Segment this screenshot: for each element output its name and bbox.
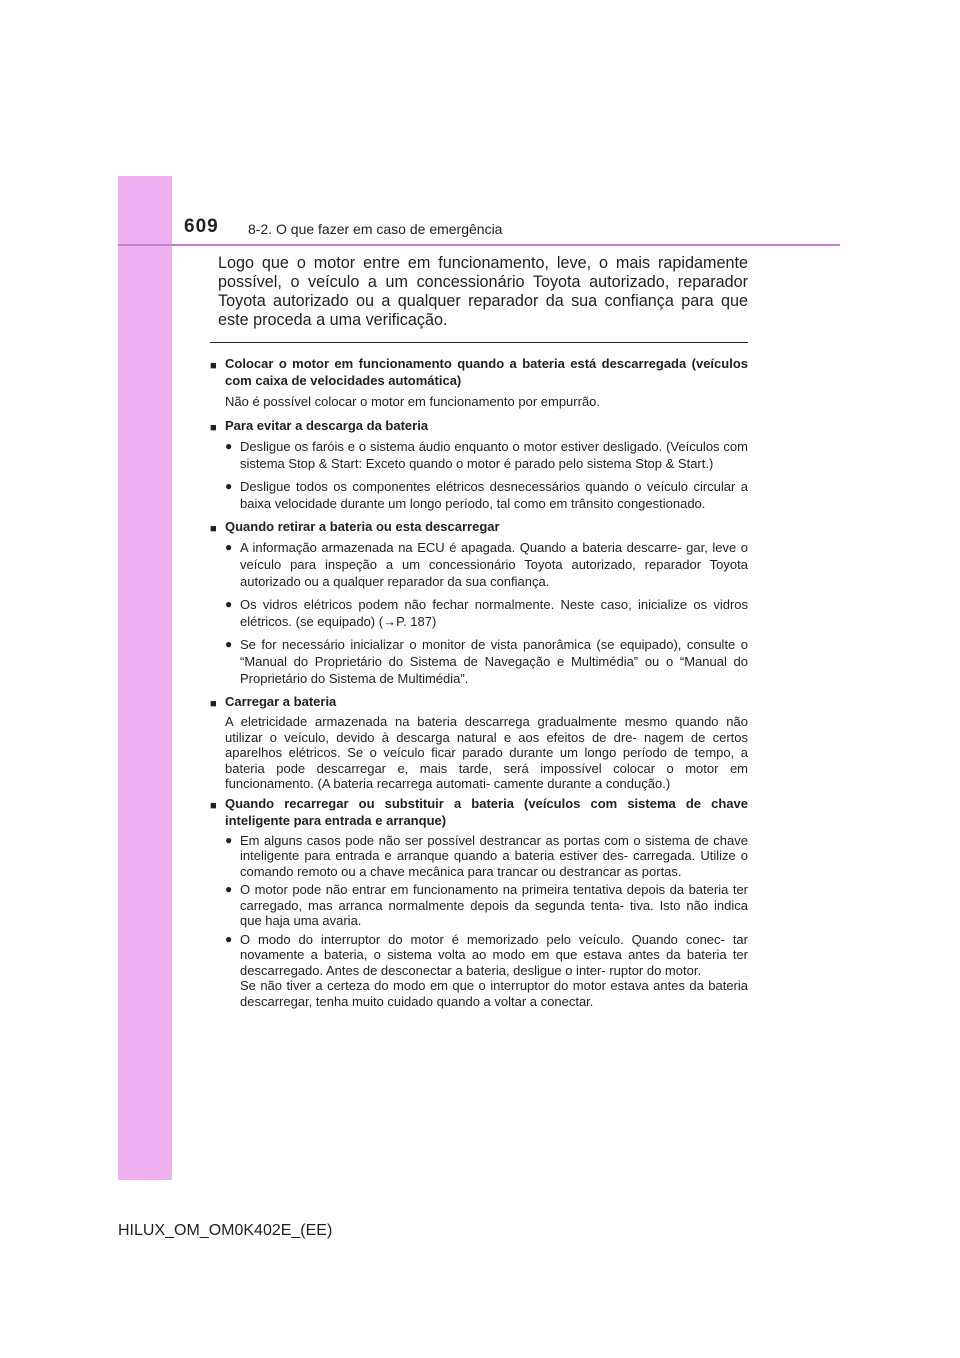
heading-text: Para evitar a descarga da bateria <box>225 418 429 433</box>
circle-bullet-icon: ● <box>225 637 233 651</box>
bullet-item <box>210 932 748 1010</box>
heading-prevent-discharge <box>210 417 748 434</box>
bullet-text: O modo do interruptor do motor é memorizado pelo veículo. Quando conec- tar novamente a bateria, o sistema volta ao modo em que estava antes da bateria ter descarregado. Antes de desconectar a bateria, desligue o inter- ruptor do motor. <box>240 931 748 978</box>
circle-bullet-icon: ● <box>225 439 233 453</box>
heading-text: Quando recarregar ou substituir a bateria (veículos com sistema de chave inteligente para entrada e arranque) <box>225 795 748 828</box>
header-rule <box>118 244 840 246</box>
bullet-item <box>210 636 748 687</box>
bullet-text-continued: Se não tiver a certeza do modo em que o interruptor do motor estava antes da bateria descarregar, tenha muito cuidado quando a voltar a conectar. <box>240 978 748 1009</box>
heading-text: Carregar a bateria <box>225 694 337 709</box>
bullet-text: Desligue os faróis e o sistema áudio enquanto o motor estiver desligado. (Veículos com sistema Stop & Start: Exceto quando o motor é parado pelo sistema Stop & Start.) <box>240 439 748 471</box>
bullet-text: Os vidros elétricos podem não fechar normalmente. Neste caso, inicialize os vidros elétricos. (se equipado) (→P. 187) <box>240 597 748 629</box>
heading-text: Colocar o motor em funcionamento quando a bateria está descarregada (veículos com caixa de velocidades automática) <box>225 356 748 388</box>
heading-text: Quando retirar a bateria ou esta descarregar <box>225 519 500 534</box>
bullet-item <box>210 438 748 472</box>
circle-bullet-icon: ● <box>225 882 233 896</box>
bullet-text: Desligue todos os componentes elétricos desnecessários quando o veículo circular a baixa velocidade durante um longo período, tal como em trânsito congestionado. <box>240 479 748 511</box>
square-bullet-icon: ■ <box>210 523 217 535</box>
square-bullet-icon: ■ <box>210 799 217 812</box>
bullet-item <box>210 833 748 880</box>
circle-bullet-icon: ● <box>225 597 233 611</box>
circle-bullet-icon: ● <box>225 832 233 847</box>
bullet-item <box>210 596 748 630</box>
page-content <box>210 254 748 1012</box>
heading-recharge-replace <box>210 795 748 829</box>
bullet-text: Em alguns casos pode não ser possível destrancar as portas com o sistema de chave inteligente para entrada e arranque quando a bateria estiver des- carregada. Utilize o comando remoto ou a chave mecânica para trancar ou destrancar as portas. <box>240 832 748 879</box>
circle-bullet-icon: ● <box>225 479 233 493</box>
bullet-text: Se for necessário inicializar o monitor de vista panorâmica (se equipado), consulte o “Manual do Proprietário do Sistema de Navegação e Multimédia” ou o “Manual do Proprietário do Sistema de Multimédia”. <box>240 637 748 686</box>
bullet-item <box>210 539 748 590</box>
circle-bullet-icon: ● <box>225 540 233 554</box>
heading-remove-battery <box>210 518 748 535</box>
document-code: HILUX_OM_OM0K402E_(EE) <box>118 1222 333 1239</box>
square-bullet-icon: ■ <box>210 422 217 434</box>
divider <box>210 342 748 343</box>
bullet-text: A informação armazenada na ECU é apagada. Quando a bateria descarre- gar, leve o veículo para inspeção a um concessionário Toyota autorizado, reparador Toyota autorizado ou a qualquer reparador da sua confiança. <box>240 540 748 589</box>
page-number: 609 <box>184 216 219 237</box>
intro-paragraph: Logo que o motor entre em funcionamento, leve, o mais rapidamente possível, o veículo a um concessionário Toyota autorizado, reparador Toyota autorizado ou a qualquer reparador da sua confiança para que este proceda a uma verificação. <box>218 254 748 329</box>
square-bullet-icon: ■ <box>210 360 217 372</box>
heading-flat-battery-start <box>210 355 748 389</box>
bullet-text: O motor pode não entrar em funcionamento na primeira tentativa depois da bateria ter carregado, mas arranca normalmente depois da segunda tenta- tiva. Isto não indica que haja uma avaria. <box>240 882 748 928</box>
circle-bullet-icon: ● <box>225 931 233 946</box>
paragraph: A eletricidade armazenada na bateria descarrega gradualmente mesmo quando não utilizar o veículo, devido à descarga natural e aos efeitos de dre- nagem de certos aparelhos elétricos. Se o veículo ficar parado durante um longo período de tempo, a bateria pode descarregar e, mais tarde, será impossível colocar o motor em funcionamento. (A bateria recarrega automati- camente durante a condução.) <box>225 714 748 791</box>
paragraph: Não é possível colocar o motor em funcionamento por empurrão. <box>225 394 601 409</box>
bullet-item <box>210 882 748 929</box>
square-bullet-icon: ■ <box>210 698 217 710</box>
page-header <box>118 176 840 246</box>
heading-charge-battery <box>210 693 748 710</box>
chapter-tab-strip <box>118 176 172 1180</box>
section-title: 8-2. O que fazer em caso de emergência <box>248 221 503 237</box>
bullet-item <box>210 478 748 512</box>
